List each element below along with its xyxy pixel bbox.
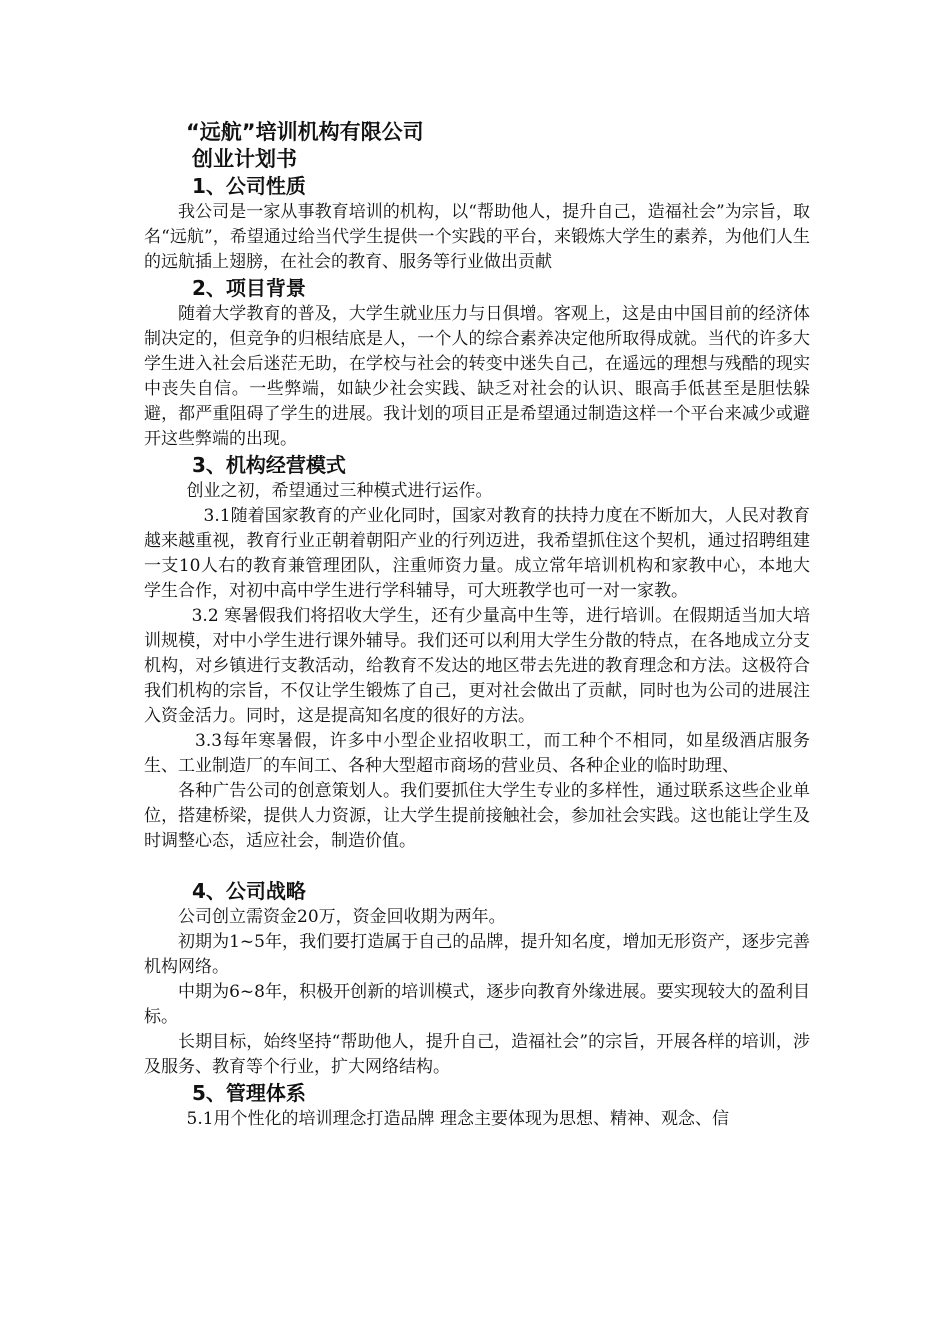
paragraph: 3.3每年寒暑假，许多中小型企业招收职工，而工种个不相同，如星级酒店服务生、工业制造厂的车间工、各种大型超市商场的营业员、各种企业的临时助理、 [144, 731, 810, 776]
paragraph: 创业之初，希望通过三种模式进行运作。 [186, 481, 493, 501]
paragraph: 初期为1~5年，我们要打造属于自己的品牌，提升知名度，增加无形资产，逐步完善机构网络。 [144, 932, 810, 977]
section-heading-2: 2、项目背景 [192, 276, 306, 300]
paragraph: 3.2 寒暑假我们将招收大学生，还有少量高中生等，进行培训。在假期适当加大培训规模，对中小学生进行课外辅导。我们还可以利用大学生分散的特点，在各地成立分支机构，对乡镇进行支教活动，给教育不发达的地区带去先进的教育理念和方法。这极符合我们机构的宗旨，不仅让学生锻炼了自己，更对社会做出了贡献，同时也为公司的进展注入资金活力。同时，这是提高知名度的很好的方法。 [144, 606, 810, 726]
paragraph: 我公司是一家从事教育培训的机构，以“帮助他人，提升自己，造福社会”为宗旨，取名“远航”，希望通过给当代学生提供一个实践的平台，来锻炼大学生的素养，为他们人生的远航插上翅膀，在社会的教育、服务等行业做出贡献 [144, 202, 810, 272]
paragraph: 随着大学教育的普及，大学生就业压力与日俱增。客观上，这是由中国目前的经济体制决定的，但竞争的归根结底是人，一个人的综合素养决定他所取得成就。当代的许多大学生进入社会后迷茫无助，在学校与社会的转变中迷失自己，在遥远的理想与残酷的现实中丧失自信。一些弊端，如缺少社会实践、缺乏对社会的认识、眼高手低甚至是胆怯躲避，都严重阻碍了学生的进展。我计划的项目正是希望通过制造这样一个平台来减少或避开这些弊端的出现。 [144, 304, 810, 449]
paragraph: 长期目标，始终坚持“帮助他人，提升自己，造福社会”的宗旨，开展各样的培训，涉及服务、教育等个行业，扩大网络结构。 [144, 1032, 810, 1077]
paragraph: 公司创立需资金20万，资金回收期为两年。 [178, 907, 506, 927]
document-subtitle: 创业计划书 [192, 147, 297, 171]
section-heading-4: 4、公司战略 [192, 879, 306, 903]
spacer [144, 854, 810, 878]
paragraph: 中期为6~8年，积极开创新的培训模式，逐步向教育外缘进展。要实现较大的盈利目标。 [144, 982, 810, 1027]
paragraph: 5.1用个性化的培训理念打造品牌 理念主要体现为思想、精神、观念、信 [186, 1109, 729, 1129]
section-heading-1: 1、公司性质 [192, 174, 306, 198]
section-heading-3: 3、机构经营模式 [192, 453, 346, 477]
paragraph: 3.1随着国家教育的产业化同时，国家对教育的扶持力度在不断加大，人民对教育越来越重视，教育行业正朝着朝阳产业的行列迈进，我希望抓住这个契机，通过招聘组建一支10人右的教育兼管理团队，注重师资力量。成立常年培训机构和家教中心，本地大学生合作，对初中高中学生进行学科辅导，可大班教学也可一对一家教。 [144, 506, 810, 601]
document-page [144, 118, 810, 1132]
paragraph: 各种广告公司的创意策划人。我们要抓住大学生专业的多样性，通过联系这些企业单位，搭建桥梁，提供人力资源，让大学生提前接触社会，参加社会实践。这也能让学生及时调整心态，适应社会，制造价值。 [144, 781, 810, 851]
section-heading-5: 5、管理体系 [192, 1081, 306, 1105]
document-title: “远航”培训机构有限公司 [186, 120, 424, 144]
